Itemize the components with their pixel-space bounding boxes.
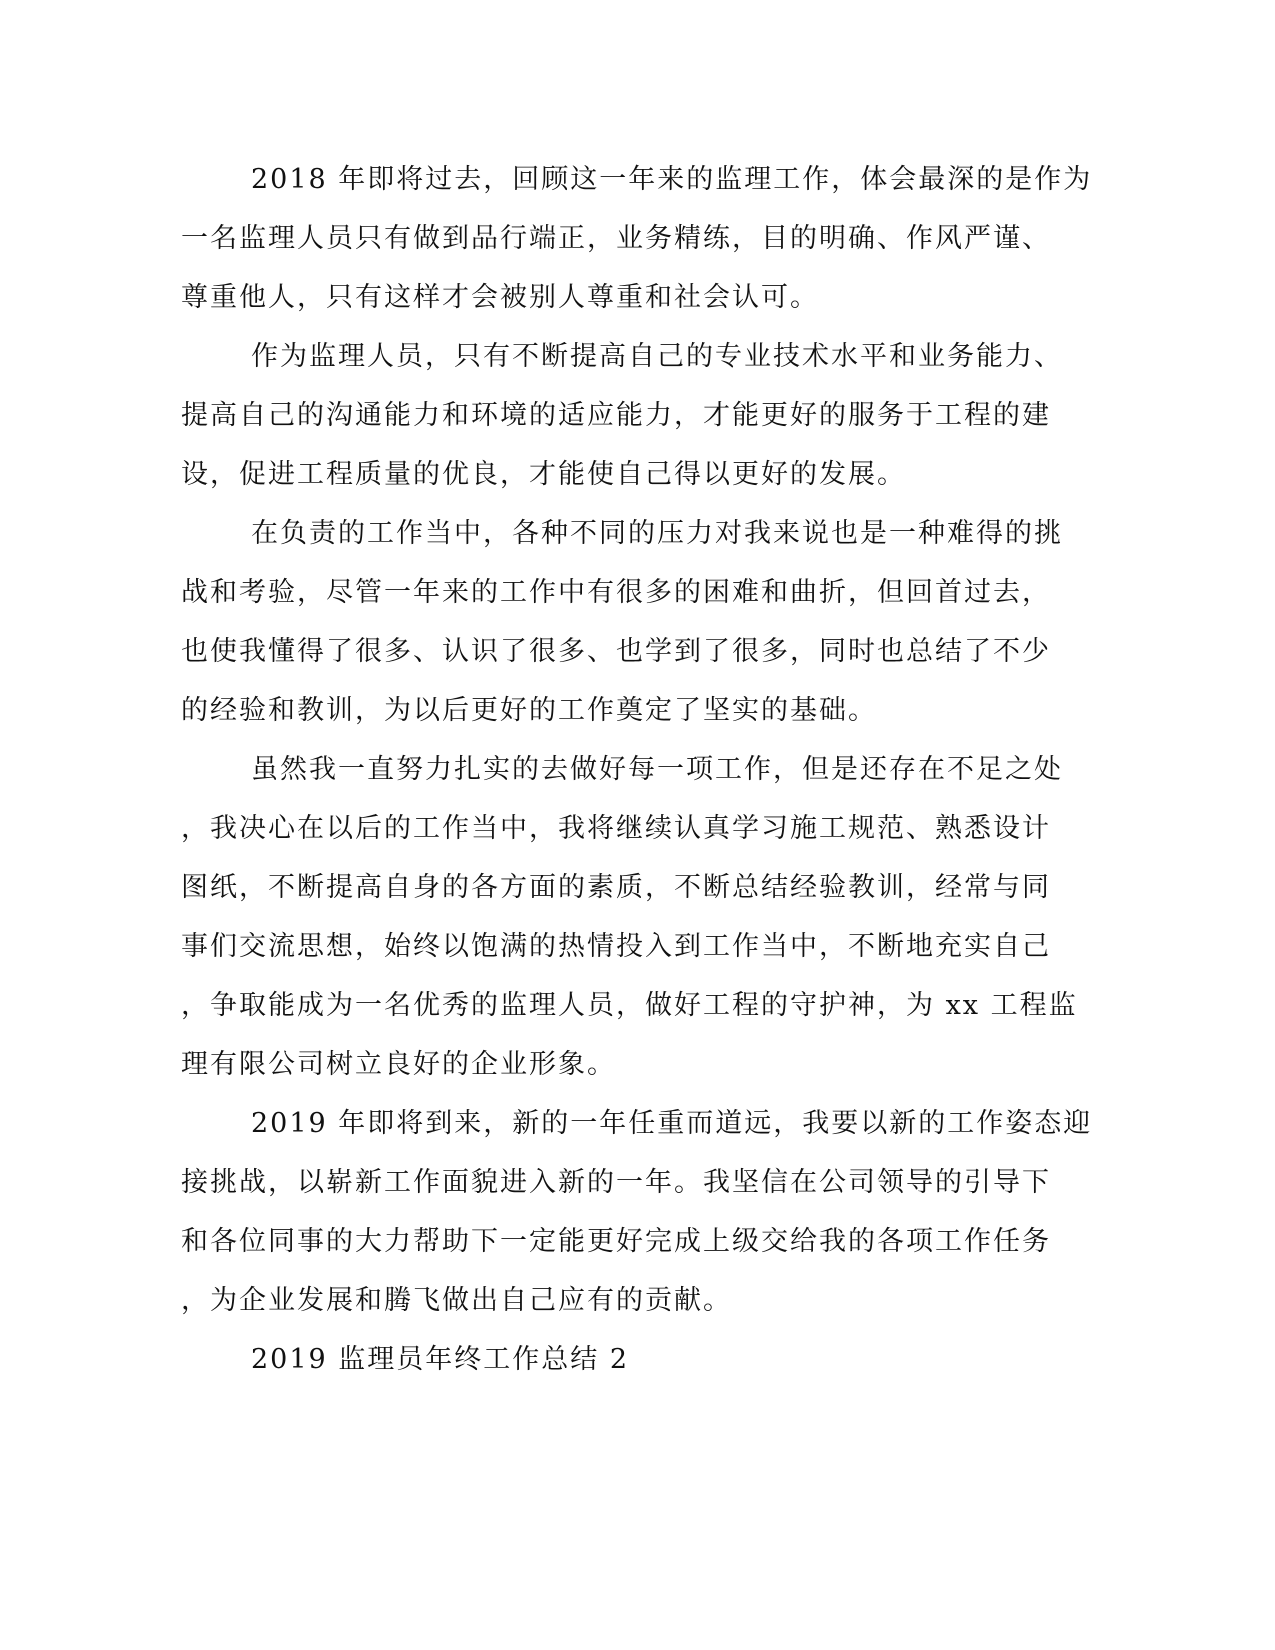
text-line: 在负责的工作当中，各种不同的压力对我来说也是一种难得的挑 <box>251 518 1063 549</box>
text-line: 战和考验，尽管一年来的工作中有很多的困难和曲折，但回首过去， <box>181 577 1051 608</box>
heading-text: 2019 监理员年终工作总结 2 <box>251 1344 630 1375</box>
text-line: 虽然我一直努力扎实的去做好每一项工作，但是还存在不足之处 <box>251 754 1063 785</box>
text-line: ，争取能成为一名优秀的监理人员，做好工程的守护神，为 xx 工程监 <box>181 990 1078 1021</box>
paragraph-2 <box>181 327 1063 504</box>
text-line: 一名监理人员只有做到品行端正，业务精练，目的明确、作风严谨、 <box>181 223 1051 254</box>
text-line: 接挑战，以崭新工作面貌进入新的一年。我坚信在公司领导的引导下 <box>181 1167 1051 1198</box>
text-line: 的经验和教训，为以后更好的工作奠定了坚实的基础。 <box>181 695 877 726</box>
text-line: 事们交流思想，始终以饱满的热情投入到工作当中，不断地充实自己 <box>181 931 1051 962</box>
section-heading <box>181 1330 1031 1389</box>
document-body <box>181 150 1093 1389</box>
text-line: 和各位同事的大力帮助下一定能更好完成上级交给我的各项工作任务 <box>181 1226 1051 1257</box>
text-line: 图纸，不断提高自身的各方面的素质，不断总结经验教训，经常与同 <box>181 872 1051 903</box>
text-line: 2018 年即将过去，回顾这一年来的监理工作，体会最深的是作为 <box>251 164 1093 195</box>
text-line: 理有限公司树立良好的企业形象。 <box>181 1049 616 1080</box>
text-line: 也使我懂得了很多、认识了很多、也学到了很多，同时也总结了不少 <box>181 636 1051 667</box>
paragraph-3 <box>181 504 1063 740</box>
paragraph-1 <box>181 150 1093 327</box>
text-line: 2019 年即将到来，新的一年任重而道远，我要以新的工作姿态迎 <box>251 1108 1093 1139</box>
text-line: ，我决心在以后的工作当中，我将继续认真学习施工规范、熟悉设计 <box>181 813 1051 844</box>
text-line: 作为监理人员，只有不断提高自己的专业技术水平和业务能力、 <box>251 341 1063 372</box>
text-line: 提高自己的沟通能力和环境的适应能力，才能更好的服务于工程的建 <box>181 400 1051 431</box>
paragraph-4 <box>181 740 1078 1094</box>
text-line: ，为企业发展和腾飞做出自己应有的贡献。 <box>181 1285 732 1316</box>
paragraph-5 <box>181 1094 1093 1330</box>
text-line: 尊重他人，只有这样才会被别人尊重和社会认可。 <box>181 282 819 313</box>
text-line: 设，促进工程质量的优良，才能使自己得以更好的发展。 <box>181 459 906 490</box>
